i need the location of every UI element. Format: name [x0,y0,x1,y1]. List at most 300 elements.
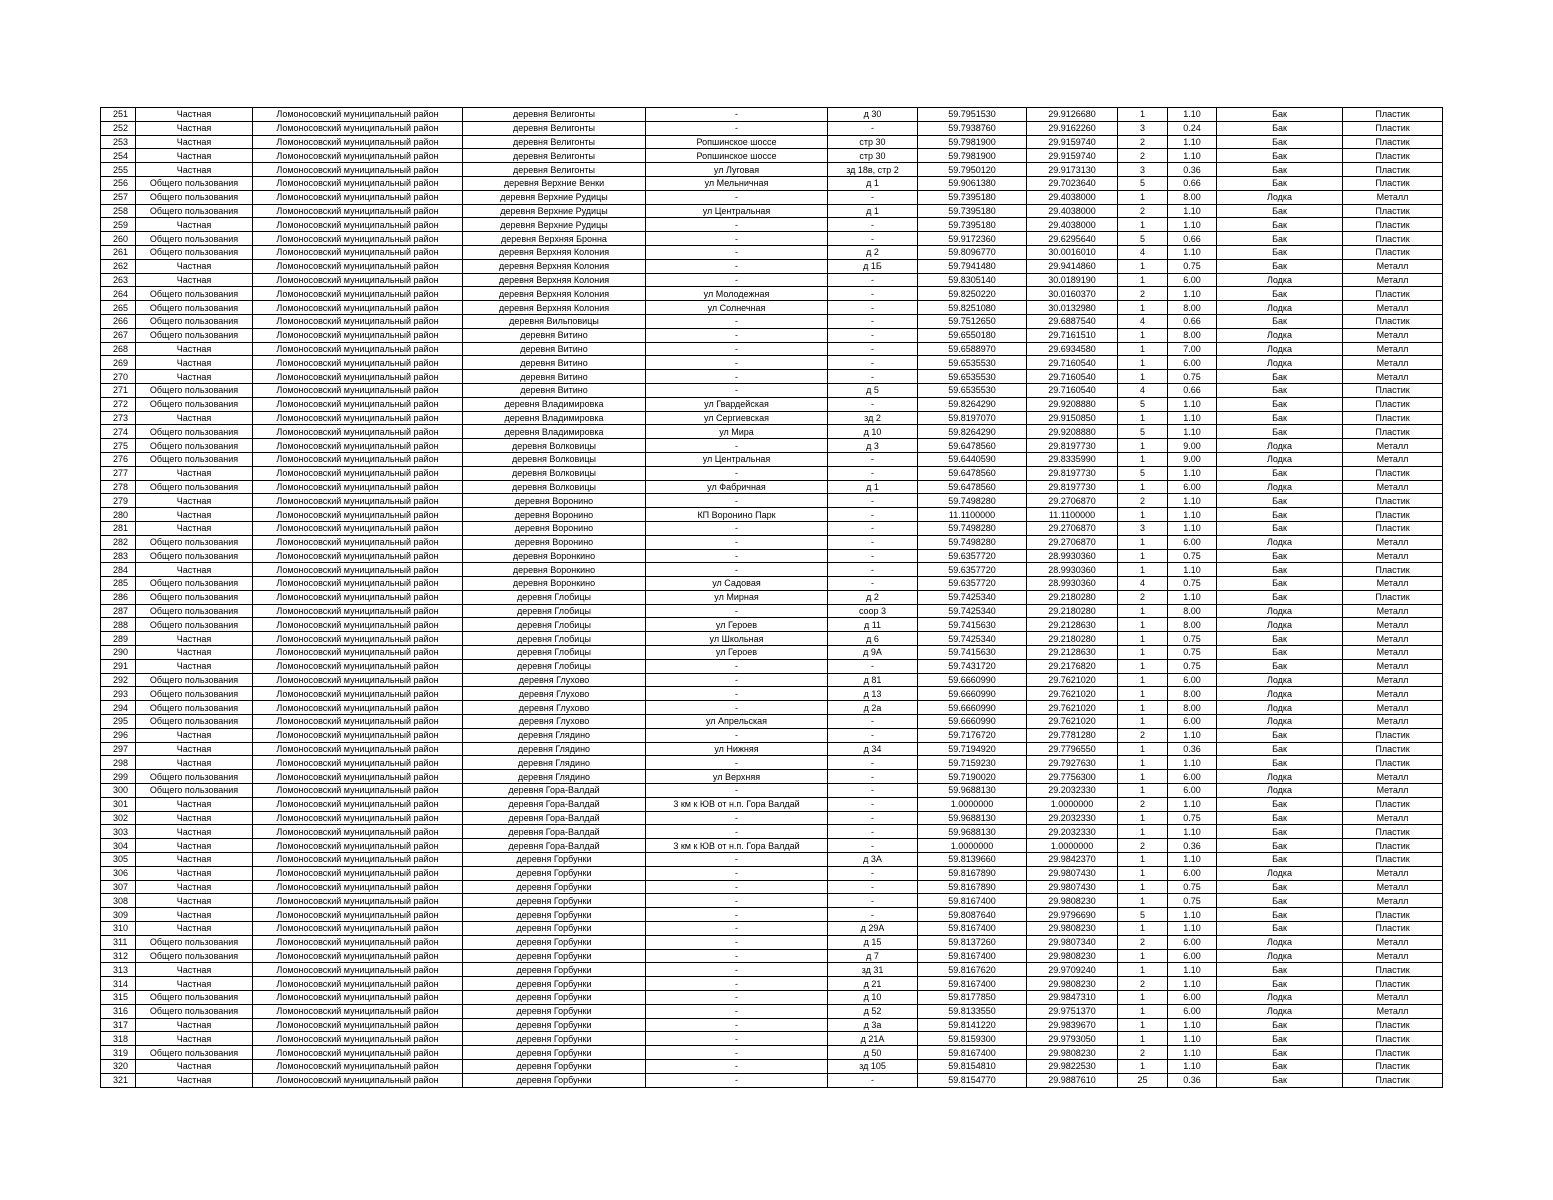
row-number-cell: 305 [101,853,136,867]
data-table [100,107,1443,1088]
building-cell: - [828,1073,918,1087]
material-cell: Пластик [1343,411,1443,425]
volume-cell: 8.00 [1168,301,1217,315]
longitude-cell: 29.9808230 [1027,1046,1118,1060]
ownership-cell: Общего пользования [136,480,253,494]
count-cell: 1 [1118,1004,1168,1018]
district-cell: Ломоносовский муниципальный район [253,839,463,853]
street-cell: - [646,190,828,204]
building-cell: стр 30 [828,149,918,163]
row-number-cell: 301 [101,797,136,811]
street-cell: - [646,894,828,908]
container-type-cell: Бак [1217,121,1343,135]
count-cell: 1 [1118,508,1168,522]
material-cell: Пластик [1343,176,1443,190]
container-type-cell: Бак [1217,659,1343,673]
volume-cell: 6.00 [1168,480,1217,494]
count-cell: 2 [1118,204,1168,218]
longitude-cell: 29.9709240 [1027,963,1118,977]
container-type-cell: Бак [1217,880,1343,894]
building-cell: д 2 [828,590,918,604]
table-row [101,922,1443,936]
longitude-cell: 29.7756300 [1027,770,1118,784]
building-cell: - [828,452,918,466]
material-cell: Пластик [1343,149,1443,163]
street-cell: - [646,1046,828,1060]
row-number-cell: 257 [101,190,136,204]
row-number-cell: 264 [101,287,136,301]
count-cell: 1 [1118,991,1168,1005]
table-row [101,825,1443,839]
count-cell: 1 [1118,949,1168,963]
material-cell: Пластик [1343,108,1443,122]
container-type-cell: Бак [1217,1032,1343,1046]
latitude-cell: 59.6535530 [918,356,1027,370]
ownership-cell: Частная [136,259,253,273]
count-cell: 1 [1118,811,1168,825]
district-cell: Ломоносовский муниципальный район [253,673,463,687]
count-cell: 1 [1118,108,1168,122]
settlement-cell: деревня Глухово [463,687,646,701]
building-cell: - [828,880,918,894]
longitude-cell: 29.2128630 [1027,646,1118,660]
building-cell: - [828,508,918,522]
table-row [101,163,1443,177]
container-type-cell: Бак [1217,425,1343,439]
ownership-cell: Частная [136,894,253,908]
ownership-cell: Частная [136,977,253,991]
material-cell: Пластик [1343,494,1443,508]
material-cell: Металл [1343,549,1443,563]
longitude-cell: 29.9807430 [1027,866,1118,880]
street-cell: ул Нижняя [646,742,828,756]
street-cell: - [646,356,828,370]
latitude-cell: 59.9688130 [918,825,1027,839]
ownership-cell: Общего пользования [136,287,253,301]
container-type-cell: Бак [1217,853,1343,867]
table-row [101,977,1443,991]
volume-cell: 1.10 [1168,1018,1217,1032]
longitude-cell: 29.9807340 [1027,935,1118,949]
table-row [101,1046,1443,1060]
ownership-cell: Общего пользования [136,715,253,729]
material-cell: Металл [1343,577,1443,591]
table-row [101,190,1443,204]
material-cell: Пластик [1343,590,1443,604]
latitude-cell: 59.7512650 [918,314,1027,328]
table-row [101,991,1443,1005]
district-cell: Ломоносовский муниципальный район [253,728,463,742]
longitude-cell: 29.9173130 [1027,163,1118,177]
material-cell: Пластик [1343,397,1443,411]
street-cell: - [646,1004,828,1018]
row-number-cell: 280 [101,508,136,522]
longitude-cell: 29.7927630 [1027,756,1118,770]
table-row [101,480,1443,494]
row-number-cell: 259 [101,218,136,232]
material-cell: Металл [1343,480,1443,494]
street-cell: - [646,342,828,356]
volume-cell: 0.75 [1168,549,1217,563]
street-cell: - [646,328,828,342]
building-cell: - [828,563,918,577]
district-cell: Ломоносовский муниципальный район [253,287,463,301]
count-cell: 2 [1118,977,1168,991]
count-cell: 1 [1118,356,1168,370]
count-cell: 4 [1118,577,1168,591]
ownership-cell: Общего пользования [136,549,253,563]
table-row [101,1004,1443,1018]
count-cell: 4 [1118,314,1168,328]
street-cell: - [646,673,828,687]
building-cell: д 11 [828,618,918,632]
row-number-cell: 269 [101,356,136,370]
building-cell: - [828,287,918,301]
count-cell: 1 [1118,742,1168,756]
container-type-cell: Бак [1217,521,1343,535]
street-cell: - [646,1073,828,1087]
table-row [101,466,1443,480]
volume-cell: 0.75 [1168,370,1217,384]
street-cell: ул Мельничная [646,176,828,190]
latitude-cell: 59.8167400 [918,1046,1027,1060]
row-number-cell: 273 [101,411,136,425]
latitude-cell: 59.8159300 [918,1032,1027,1046]
volume-cell: 6.00 [1168,356,1217,370]
count-cell: 5 [1118,176,1168,190]
settlement-cell: деревня Горбунки [463,880,646,894]
table-row [101,204,1443,218]
volume-cell: 9.00 [1168,439,1217,453]
longitude-cell: 29.2032330 [1027,811,1118,825]
container-type-cell: Бак [1217,287,1343,301]
material-cell: Пластик [1343,728,1443,742]
count-cell: 1 [1118,784,1168,798]
container-type-cell: Бак [1217,232,1343,246]
volume-cell: 1.10 [1168,1059,1217,1073]
settlement-cell: деревня Волковицы [463,439,646,453]
row-number-cell: 296 [101,728,136,742]
table-row [101,1018,1443,1032]
district-cell: Ломоносовский муниципальный район [253,259,463,273]
row-number-cell: 290 [101,646,136,660]
building-cell: д 34 [828,742,918,756]
district-cell: Ломоносовский муниципальный район [253,577,463,591]
count-cell: 1 [1118,342,1168,356]
building-cell: - [828,356,918,370]
district-cell: Ломоносовский муниципальный район [253,452,463,466]
container-type-cell: Лодка [1217,687,1343,701]
row-number-cell: 297 [101,742,136,756]
row-number-cell: 303 [101,825,136,839]
volume-cell: 7.00 [1168,342,1217,356]
building-cell: - [828,811,918,825]
ownership-cell: Частная [136,108,253,122]
ownership-cell: Общего пользования [136,1004,253,1018]
latitude-cell: 59.8264290 [918,397,1027,411]
table-row [101,756,1443,770]
building-cell: - [828,521,918,535]
settlement-cell: деревня Воронино [463,494,646,508]
street-cell: ул Апрельская [646,715,828,729]
building-cell: - [828,370,918,384]
building-cell: - [828,784,918,798]
material-cell: Металл [1343,439,1443,453]
row-number-cell: 294 [101,701,136,715]
street-cell: - [646,370,828,384]
building-cell: - [828,190,918,204]
district-cell: Ломоносовский муниципальный район [253,963,463,977]
street-cell: - [646,314,828,328]
volume-cell: 8.00 [1168,190,1217,204]
building-cell: - [828,494,918,508]
volume-cell: 6.00 [1168,935,1217,949]
building-cell: д 29А [828,922,918,936]
container-type-cell: Лодка [1217,618,1343,632]
ownership-cell: Общего пользования [136,701,253,715]
building-cell: - [828,825,918,839]
table-row [101,287,1443,301]
longitude-cell: 29.4038000 [1027,190,1118,204]
street-cell: - [646,1032,828,1046]
settlement-cell: деревня Горбунки [463,853,646,867]
street-cell: - [646,866,828,880]
building-cell: - [828,797,918,811]
ownership-cell: Частная [136,632,253,646]
volume-cell: 1.10 [1168,590,1217,604]
district-cell: Ломоносовский муниципальный район [253,218,463,232]
settlement-cell: деревня Верхняя Колония [463,259,646,273]
building-cell: зд 105 [828,1059,918,1073]
longitude-cell: 29.9808230 [1027,894,1118,908]
street-cell: - [646,756,828,770]
table-row [101,880,1443,894]
row-number-cell: 320 [101,1059,136,1073]
volume-cell: 1.10 [1168,728,1217,742]
street-cell: - [646,1059,828,1073]
latitude-cell: 59.7498280 [918,535,1027,549]
building-cell: д 5 [828,383,918,397]
longitude-cell: 29.8197730 [1027,439,1118,453]
count-cell: 1 [1118,894,1168,908]
street-cell: - [646,963,828,977]
ownership-cell: Частная [136,811,253,825]
district-cell: Ломоносовский муниципальный район [253,425,463,439]
street-cell: ул Мирная [646,590,828,604]
container-type-cell: Бак [1217,1073,1343,1087]
building-cell: - [828,535,918,549]
street-cell: КП Воронино Парк [646,508,828,522]
volume-cell: 1.10 [1168,108,1217,122]
district-cell: Ломоносовский муниципальный район [253,935,463,949]
longitude-cell: 30.0189190 [1027,273,1118,287]
row-number-cell: 291 [101,659,136,673]
street-cell: - [646,1018,828,1032]
material-cell: Пластик [1343,425,1443,439]
district-cell: Ломоносовский муниципальный район [253,756,463,770]
settlement-cell: деревня Воронино [463,508,646,522]
count-cell: 1 [1118,866,1168,880]
row-number-cell: 267 [101,328,136,342]
material-cell: Металл [1343,659,1443,673]
count-cell: 1 [1118,301,1168,315]
ownership-cell: Частная [136,149,253,163]
latitude-cell: 59.8305140 [918,273,1027,287]
volume-cell: 8.00 [1168,328,1217,342]
count-cell: 1 [1118,618,1168,632]
container-type-cell: Бак [1217,742,1343,756]
ownership-cell: Частная [136,1059,253,1073]
volume-cell: 0.36 [1168,163,1217,177]
settlement-cell: деревня Горбунки [463,1004,646,1018]
material-cell: Металл [1343,935,1443,949]
count-cell: 1 [1118,439,1168,453]
latitude-cell: 59.8154770 [918,1073,1027,1087]
container-type-cell: Бак [1217,135,1343,149]
street-cell: - [646,949,828,963]
district-cell: Ломоносовский муниципальный район [253,991,463,1005]
container-type-cell: Лодка [1217,784,1343,798]
ownership-cell: Частная [136,135,253,149]
longitude-cell: 29.2032330 [1027,825,1118,839]
district-cell: Ломоносовский муниципальный район [253,370,463,384]
ownership-cell: Частная [136,866,253,880]
container-type-cell: Бак [1217,108,1343,122]
district-cell: Ломоносовский муниципальный район [253,1059,463,1073]
latitude-cell: 59.7425340 [918,604,1027,618]
settlement-cell: деревня Велигонты [463,121,646,135]
material-cell: Металл [1343,770,1443,784]
settlement-cell: деревня Глядино [463,756,646,770]
district-cell: Ломоносовский муниципальный район [253,770,463,784]
building-cell: - [828,218,918,232]
container-type-cell: Бак [1217,1046,1343,1060]
street-cell: ул Сергиевская [646,411,828,425]
building-cell: д 13 [828,687,918,701]
ownership-cell: Частная [136,494,253,508]
material-cell: Металл [1343,342,1443,356]
material-cell: Пластик [1343,466,1443,480]
table-row [101,894,1443,908]
row-number-cell: 254 [101,149,136,163]
volume-cell: 6.00 [1168,535,1217,549]
count-cell: 5 [1118,425,1168,439]
count-cell: 2 [1118,797,1168,811]
latitude-cell: 59.8137260 [918,935,1027,949]
count-cell: 1 [1118,701,1168,715]
material-cell: Металл [1343,356,1443,370]
volume-cell: 0.75 [1168,659,1217,673]
building-cell: д 30 [828,108,918,122]
longitude-cell: 29.7621020 [1027,701,1118,715]
container-type-cell: Лодка [1217,480,1343,494]
row-number-cell: 260 [101,232,136,246]
container-type-cell: Бак [1217,149,1343,163]
longitude-cell: 29.9208880 [1027,397,1118,411]
ownership-cell: Частная [136,121,253,135]
district-cell: Ломоносовский муниципальный район [253,618,463,632]
container-type-cell: Лодка [1217,701,1343,715]
container-type-cell: Бак [1217,977,1343,991]
ownership-cell: Частная [136,521,253,535]
volume-cell: 0.36 [1168,839,1217,853]
count-cell: 4 [1118,245,1168,259]
longitude-cell: 30.0160370 [1027,287,1118,301]
street-cell: 3 км к ЮВ от н.п. Гора Валдай [646,839,828,853]
container-type-cell: Бак [1217,797,1343,811]
street-cell: - [646,728,828,742]
row-number-cell: 319 [101,1046,136,1060]
count-cell: 2 [1118,839,1168,853]
row-number-cell: 321 [101,1073,136,1087]
volume-cell: 1.10 [1168,245,1217,259]
container-type-cell: Бак [1217,563,1343,577]
ownership-cell: Частная [136,563,253,577]
latitude-cell: 59.6440590 [918,452,1027,466]
table-row [101,521,1443,535]
table-body [101,108,1443,1088]
row-number-cell: 313 [101,963,136,977]
material-cell: Металл [1343,646,1443,660]
building-cell: - [828,756,918,770]
settlement-cell: деревня Глобицы [463,632,646,646]
latitude-cell: 59.9172360 [918,232,1027,246]
row-number-cell: 284 [101,563,136,577]
longitude-cell: 29.8197730 [1027,466,1118,480]
settlement-cell: деревня Глядино [463,728,646,742]
table-row [101,770,1443,784]
longitude-cell: 28.9930360 [1027,549,1118,563]
street-cell: - [646,273,828,287]
district-cell: Ломоносовский муниципальный район [253,135,463,149]
count-cell: 2 [1118,149,1168,163]
building-cell: д 6 [828,632,918,646]
longitude-cell: 29.7023640 [1027,176,1118,190]
row-number-cell: 307 [101,880,136,894]
settlement-cell: деревня Горбунки [463,1018,646,1032]
building-cell: д 15 [828,935,918,949]
table-row [101,176,1443,190]
table-row [101,618,1443,632]
volume-cell: 1.10 [1168,1046,1217,1060]
district-cell: Ломоносовский муниципальный район [253,853,463,867]
volume-cell: 0.36 [1168,742,1217,756]
row-number-cell: 268 [101,342,136,356]
volume-cell: 0.75 [1168,880,1217,894]
settlement-cell: деревня Горбунки [463,922,646,936]
table-row [101,383,1443,397]
row-number-cell: 252 [101,121,136,135]
ownership-cell: Частная [136,646,253,660]
volume-cell: 1.10 [1168,963,1217,977]
container-type-cell: Лодка [1217,770,1343,784]
building-cell: - [828,328,918,342]
container-type-cell: Лодка [1217,604,1343,618]
ownership-cell: Частная [136,797,253,811]
longitude-cell: 29.8197730 [1027,480,1118,494]
volume-cell: 0.24 [1168,121,1217,135]
settlement-cell: деревня Велигонты [463,163,646,177]
settlement-cell: деревня Велигонты [463,149,646,163]
container-type-cell: Лодка [1217,935,1343,949]
row-number-cell: 289 [101,632,136,646]
container-type-cell: Бак [1217,646,1343,660]
settlement-cell: деревня Верхняя Бронна [463,232,646,246]
count-cell: 1 [1118,535,1168,549]
district-cell: Ломоносовский муниципальный район [253,204,463,218]
ownership-cell: Общего пользования [136,687,253,701]
table-row [101,728,1443,742]
